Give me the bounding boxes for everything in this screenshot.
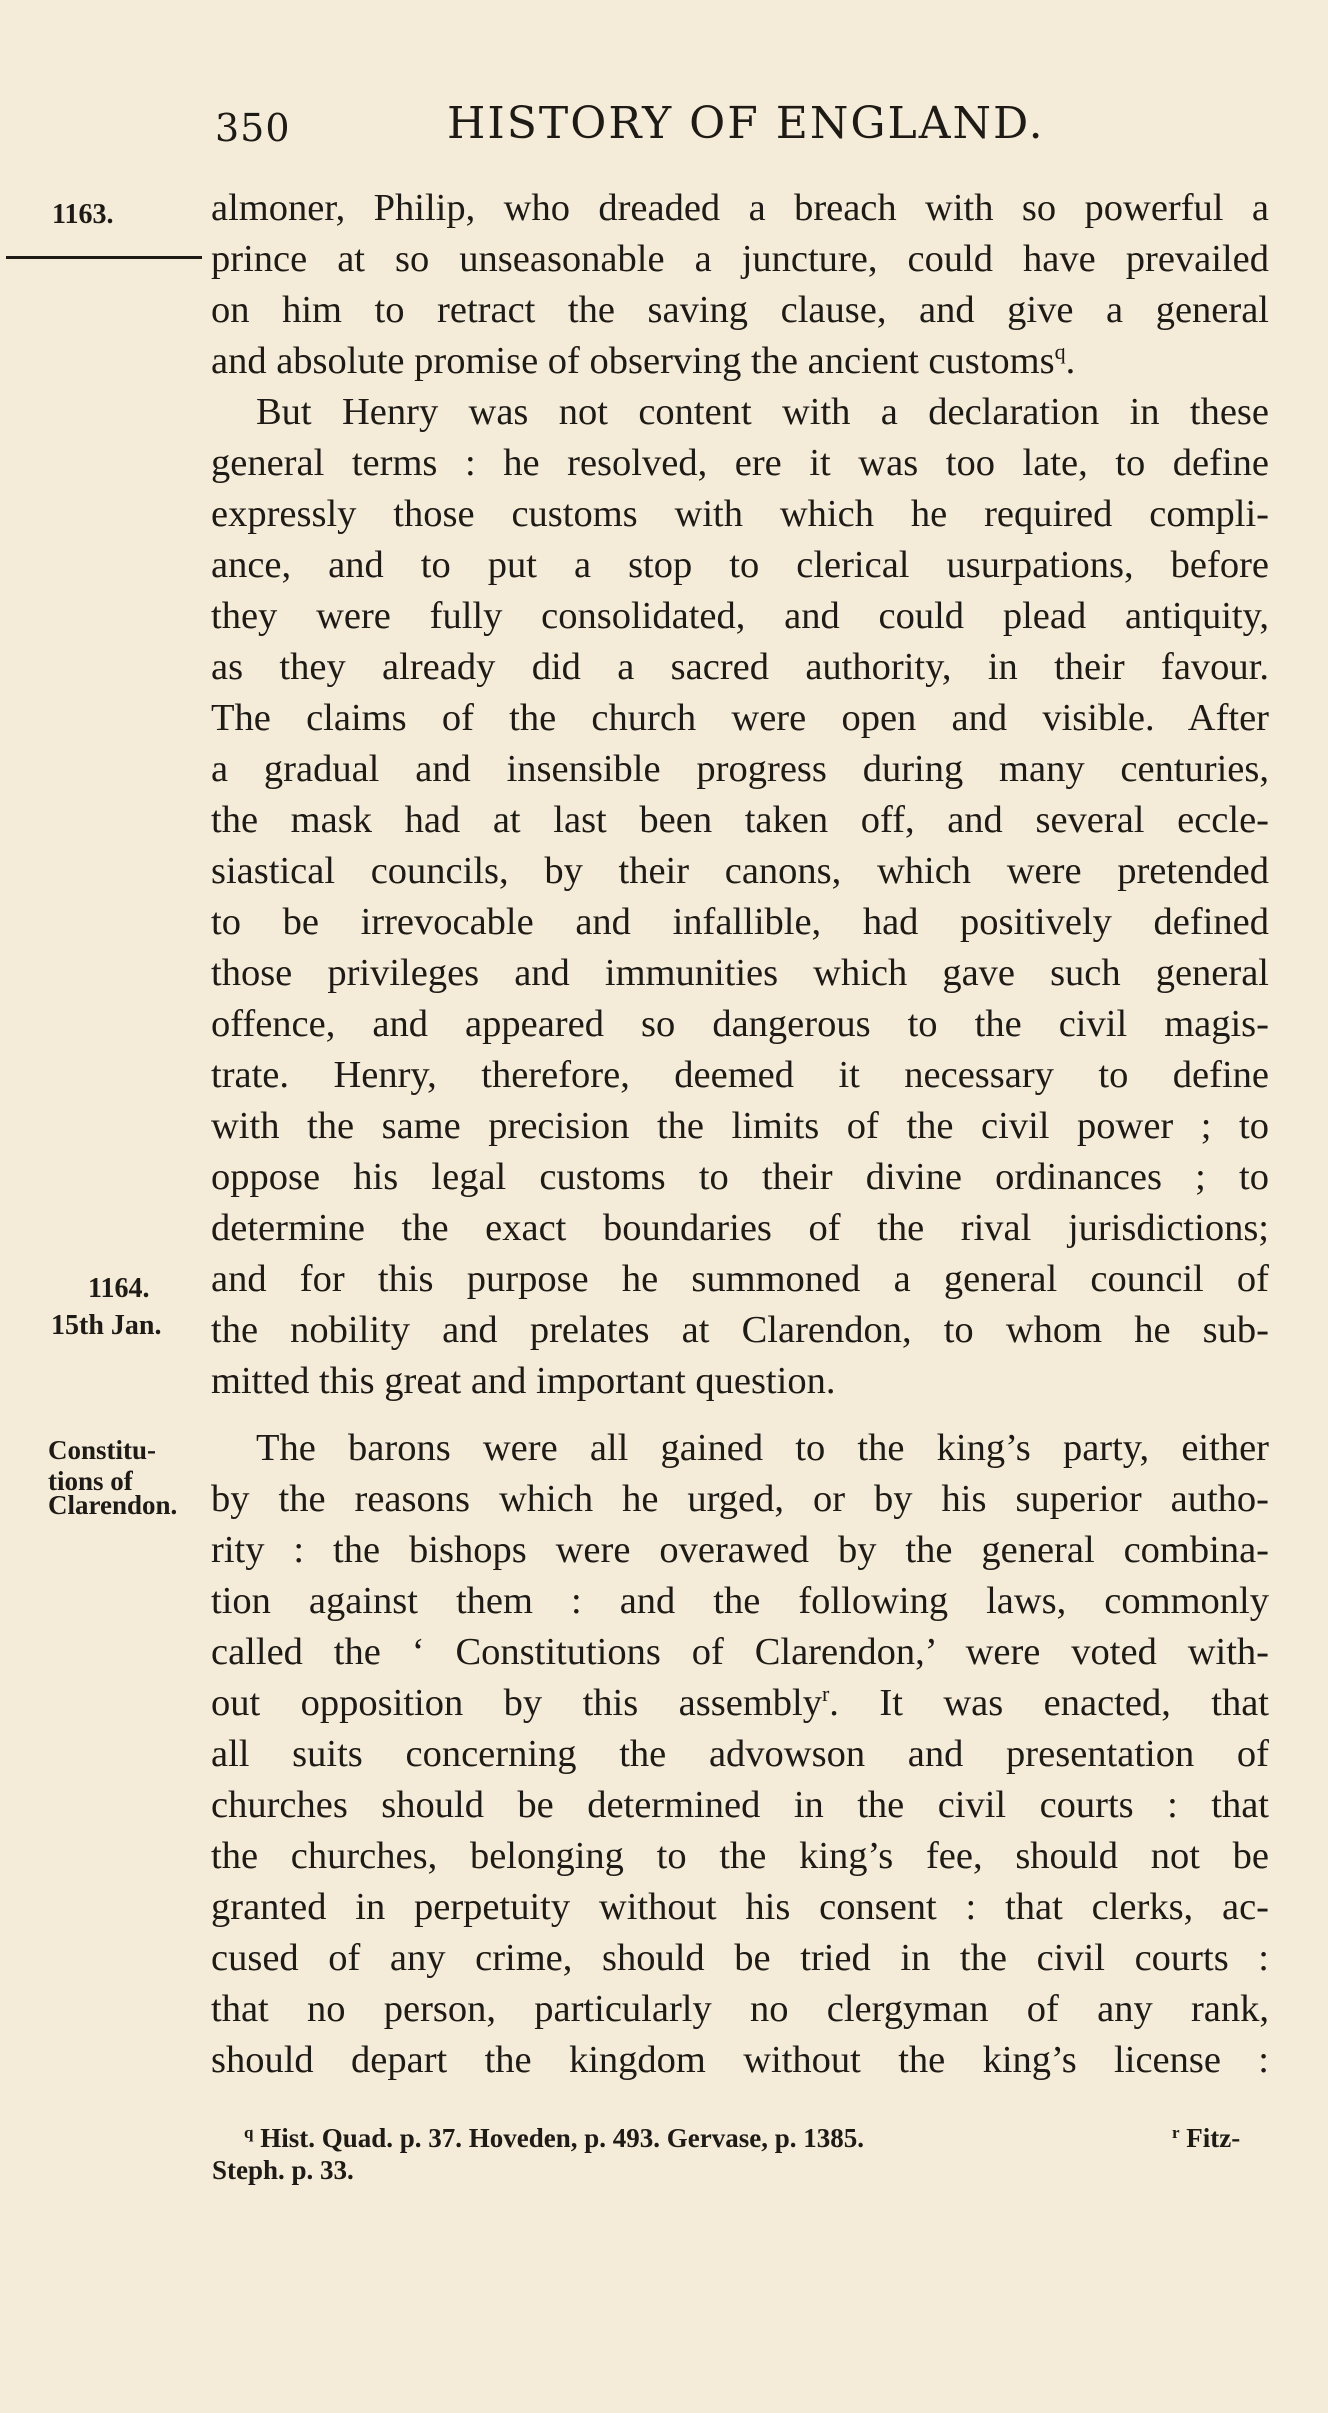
text-line-tail: . It was enacted, that [829, 1682, 1269, 1724]
text-line: The barons were all gained to the king’s party, either [256, 1427, 1269, 1469]
text-line: offence, and appeared so dangerous to the civil magis- [211, 1003, 1269, 1045]
footnote-r [1172, 2123, 1240, 2153]
page-number: 350 [215, 106, 291, 150]
footnote-r-continued: Steph. p. 33. [212, 2155, 354, 2185]
margin-note-line: tions of [48, 1466, 133, 1496]
margin-note-constitutions [48, 1437, 198, 1519]
footnote-q-text: Hist. Quad. p. 37. Hoveden, p. 493. Gervase, p. 1385. [260, 2123, 865, 2153]
footnote-q [244, 2123, 864, 2153]
text-line: prince at so unseasonable a juncture, could have prevailed [211, 238, 1269, 280]
text-line: by the reasons which he urged, or by his superior autho- [211, 1478, 1269, 1520]
footnote-ref-q: q [1054, 339, 1066, 364]
margin-rule [6, 256, 202, 259]
text-line [211, 1678, 1269, 1728]
text-line: the nobility and prelates at Clarendon, to whom he sub- [211, 1309, 1269, 1351]
text-line: churches should be determined in the civil courts : that [211, 1784, 1269, 1826]
footnote-mark-r: r [1172, 2123, 1180, 2142]
text-line: trate. Henry, therefore, deemed it necessary to define [211, 1054, 1269, 1096]
text-line: the mask had at last been taken off, and several eccle- [211, 799, 1269, 841]
text-line: as they already did a sacred authority, in their favour. [211, 646, 1269, 688]
text-line: on him to retract the saving clause, and give a general [211, 289, 1269, 331]
text-line: siastical councils, by their canons, which were pretended [211, 850, 1269, 892]
text-line: ance, and to put a stop to clerical usurpations, before [211, 544, 1269, 586]
margin-year-1163: 1163. [52, 199, 114, 230]
text-line: almoner, Philip, who dreaded a breach with so powerful a [211, 187, 1269, 229]
text-line: cused of any crime, should be tried in the civil courts : [211, 1937, 1269, 1979]
running-title: HISTORY OF ENGLAND. [447, 98, 1045, 149]
footnote-r-text: Fitz- [1186, 2123, 1241, 2153]
text-line: all suits concerning the advowson and presentation of [211, 1733, 1269, 1775]
margin-note-line: Clarendon. [48, 1490, 178, 1520]
text-line [211, 336, 1269, 386]
text-line: those privileges and immunities which gave such general [211, 952, 1269, 994]
text-line: should depart the kingdom without the king’s license : [211, 2039, 1269, 2081]
text-line: But Henry was not content with a declaration in these [256, 391, 1269, 433]
text-line: the churches, belonging to the king’s fee, should not be [211, 1835, 1269, 1877]
text-line: mitted this great and important question. [211, 1360, 836, 1402]
margin-year-1164: 1164. [88, 1273, 150, 1304]
text-line: The claims of the church were open and visible. After [211, 697, 1269, 739]
text-line: and for this purpose he summoned a general council of [211, 1258, 1269, 1300]
text-line: expressly those customs with which he required compli- [211, 493, 1269, 535]
text-line-body: out opposition by this assembly [211, 1682, 822, 1724]
text-line-tail: . [1065, 340, 1076, 382]
text-line: rity : the bishops were overawed by the general combina- [211, 1529, 1269, 1571]
text-line: tion against them : and the following laws, commonly [211, 1580, 1269, 1622]
text-line: to be irrevocable and infallible, had positively defined [211, 901, 1269, 943]
text-line: called the ‘ Constitutions of Clarendon,’ were voted with- [211, 1631, 1269, 1673]
footnote-ref-r: r [821, 1681, 830, 1706]
margin-note-line: Constitu- [48, 1435, 157, 1465]
text-line: granted in perpetuity without his consent : that clerks, ac- [211, 1886, 1269, 1928]
text-line: general terms : he resolved, ere it was too late, to define [211, 442, 1269, 484]
text-line: a gradual and insensible progress during many centuries, [211, 748, 1269, 790]
text-line: oppose his legal customs to their divine ordinances ; to [211, 1156, 1269, 1198]
footnote-mark-q: q [244, 2123, 254, 2142]
margin-date: 15th Jan. [51, 1310, 162, 1341]
text-line-body: and absolute promise of observing the ancient customs [211, 340, 1055, 382]
text-line: with the same precision the limits of the civil power ; to [211, 1105, 1269, 1147]
text-line: determine the exact boundaries of the rival jurisdictions; [211, 1207, 1269, 1249]
text-line: they were fully consolidated, and could plead antiquity, [211, 595, 1269, 637]
text-line: that no person, particularly no clergyman of any rank, [211, 1988, 1269, 2030]
